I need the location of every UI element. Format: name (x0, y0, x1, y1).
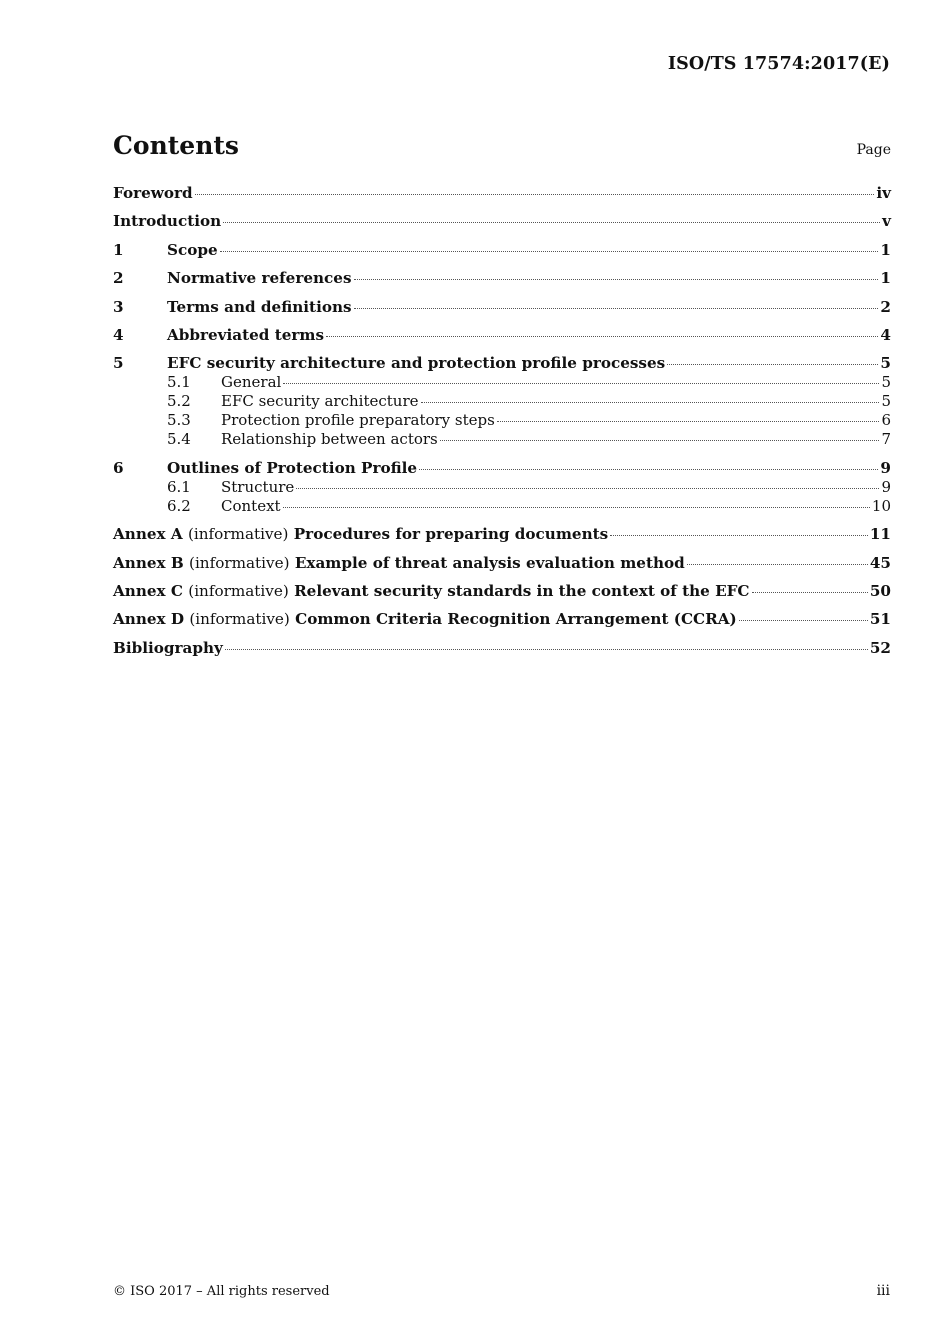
dot-leader (752, 592, 868, 593)
toc-entry-abbreviated-terms[interactable] (113, 326, 891, 345)
toc-subentry-efc-security-architecture[interactable] (113, 392, 891, 411)
annex-designation: Annex C (113, 581, 183, 600)
dot-leader (497, 421, 880, 422)
toc-entry-page: 6 (881, 411, 891, 430)
dot-leader (421, 402, 880, 403)
toc-entry-page: 9 (881, 477, 891, 496)
toc-entry-label: Outlines of Protection Profile (167, 458, 418, 477)
toc-subentry-structure[interactable] (113, 478, 891, 497)
toc-entry-label: Bibliography (113, 638, 223, 657)
toc-entry-foreword[interactable] (113, 184, 891, 203)
toc-entry-number: 6 (113, 458, 124, 477)
toc-entry-label: EFC security architecture (221, 392, 419, 411)
toc-entry-annex-c[interactable] (113, 582, 891, 601)
toc-entry-page: 9 (880, 458, 891, 477)
dot-leader (220, 251, 879, 252)
toc-entry-number: 1 (113, 240, 124, 259)
dot-leader (195, 194, 875, 195)
toc-entry-annex-a[interactable] (113, 525, 891, 544)
toc-entry-bibliography[interactable] (113, 639, 891, 658)
toc-entry-label: Terms and definitions (167, 297, 352, 316)
dot-leader (354, 279, 879, 280)
dot-leader (667, 364, 878, 365)
toc-entry-page: 50 (869, 581, 891, 600)
toc-entry-number: 3 (113, 297, 124, 316)
toc-entry-page: 4 (880, 325, 891, 344)
dot-leader (225, 649, 868, 650)
toc-entry-label: Structure (221, 477, 295, 496)
toc-entry-page: v (882, 212, 891, 231)
dot-leader (296, 488, 879, 489)
dot-leader (223, 222, 880, 223)
toc-subentry-general[interactable] (113, 373, 891, 392)
toc-entry-page: 1 (880, 269, 891, 288)
copyright-notice: © ISO 2017 – All rights reserved (113, 1284, 330, 1299)
toc-entry-page: 10 (871, 496, 891, 515)
toc-entry-label: Context (221, 496, 281, 515)
toc-entry-page: 1 (880, 240, 891, 259)
toc-entry-scope[interactable] (113, 241, 891, 260)
toc-entry-terms-and-definitions[interactable] (113, 298, 891, 317)
toc-entry-label (113, 525, 608, 544)
toc-entry-label: Foreword (113, 184, 193, 202)
toc-entry-label: Introduction (113, 212, 222, 231)
toc-entry-page: 11 (869, 525, 891, 544)
contents-heading (113, 131, 891, 165)
dot-leader (326, 336, 878, 337)
toc-entry-number: 5.3 (167, 411, 191, 430)
annex-title: Example of threat analysis evaluation method (294, 553, 685, 572)
toc-subentry-context[interactable] (113, 497, 891, 516)
toc-entry-page: 7 (881, 430, 891, 449)
toc-entry-page: 45 (869, 553, 891, 572)
dot-leader (419, 469, 878, 470)
toc-subentry-preparatory-steps[interactable] (113, 411, 891, 430)
toc-entry-page: 51 (869, 610, 891, 629)
contents-title: Contents (113, 131, 240, 160)
toc-entry-page: 5 (881, 392, 891, 411)
annex-title: Procedures for preparing documents (293, 525, 609, 544)
dot-leader (283, 507, 870, 508)
toc-entry-page: 52 (869, 638, 891, 657)
toc-entry-label: Abbreviated terms (167, 325, 325, 344)
toc-entry-outlines-of-protection-profile[interactable] (113, 459, 891, 478)
toc-entry-introduction[interactable] (113, 212, 891, 231)
annex-title: Common Criteria Recognition Arrangement (CCRA) (295, 610, 737, 629)
toc-entry-number: 5.4 (167, 430, 191, 449)
toc-entry-label: Scope (167, 240, 218, 259)
annex-informative-tag: (informative) (189, 610, 290, 629)
toc-entry-page: iv (876, 184, 891, 202)
toc-entry-label (113, 610, 737, 629)
toc-entry-label: Normative references (167, 269, 352, 288)
table-of-contents (113, 184, 891, 667)
toc-entry-label: General (221, 373, 282, 392)
toc-entry-number: 4 (113, 325, 124, 344)
toc-entry-number: 6.2 (167, 496, 191, 515)
annex-designation: Annex A (113, 525, 183, 544)
toc-entry-label (113, 582, 750, 601)
dot-leader (610, 535, 868, 536)
annex-designation: Annex D (113, 610, 185, 629)
toc-entry-number: 2 (113, 269, 124, 288)
dot-leader (283, 383, 879, 384)
annex-informative-tag: (informative) (187, 525, 289, 544)
annex-informative-tag: (informative) (189, 553, 290, 572)
toc-entry-number: 5 (113, 354, 124, 373)
annex-title: Relevant security standards in the context of the EFC (294, 581, 750, 600)
document-identifier: ISO/TS 17574:2017(E) (667, 54, 890, 74)
dot-leader (440, 440, 880, 441)
toc-entry-label (113, 554, 685, 573)
page-number: iii (876, 1283, 890, 1299)
toc-entry-annex-b[interactable] (113, 554, 891, 573)
toc-entry-number: 5.1 (167, 373, 191, 392)
toc-entry-security-architecture[interactable] (113, 354, 891, 373)
toc-entry-normative-references[interactable] (113, 269, 891, 288)
toc-subentry-relationship-between-actors[interactable] (113, 430, 891, 449)
annex-informative-tag: (informative) (188, 581, 289, 600)
toc-entry-page: 5 (881, 373, 891, 392)
toc-entry-label: Protection profile preparatory steps (221, 411, 495, 430)
toc-entry-label: EFC security architecture and protection profile processes (167, 354, 666, 373)
toc-entry-label: Relationship between actors (221, 430, 438, 449)
page-column-label: Page (856, 142, 891, 158)
toc-entry-page: 5 (880, 354, 891, 373)
annex-designation: Annex B (113, 553, 184, 572)
dot-leader (687, 564, 868, 565)
dot-leader (354, 308, 879, 309)
toc-entry-page: 2 (880, 297, 891, 316)
toc-entry-number: 5.2 (167, 392, 191, 411)
toc-entry-annex-d[interactable] (113, 610, 891, 629)
toc-entry-number: 6.1 (167, 477, 191, 496)
dot-leader (739, 620, 868, 621)
